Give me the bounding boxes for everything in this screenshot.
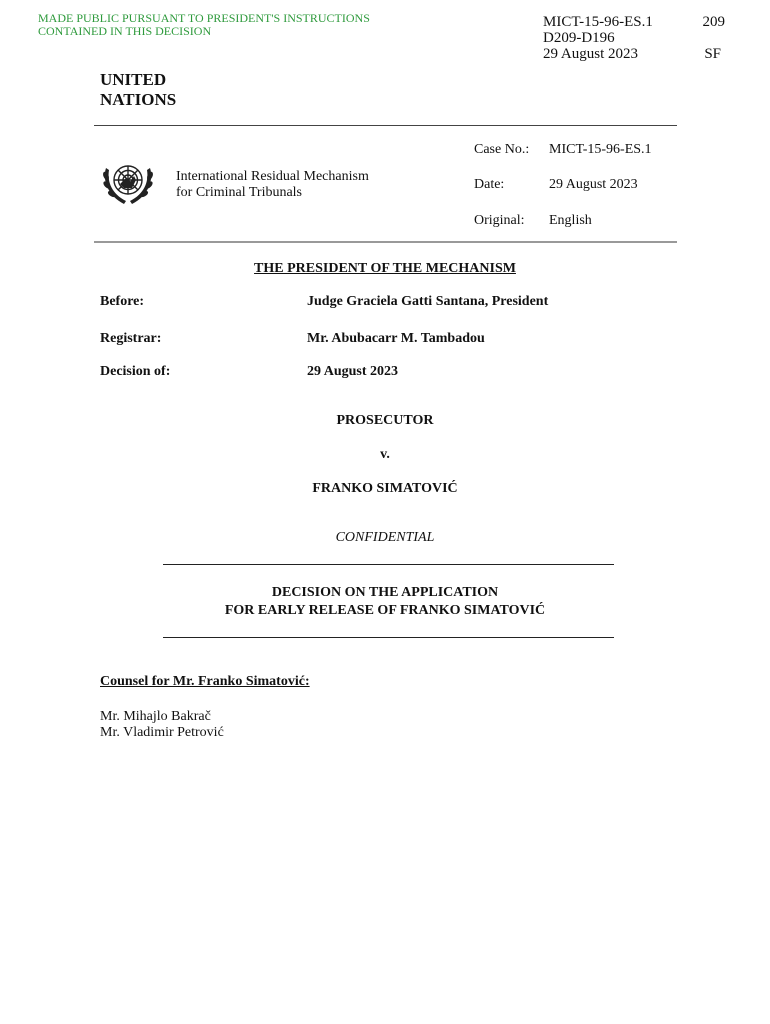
prosecutor-label: PROSECUTOR (336, 413, 434, 428)
header-page-range: D209-D196 (543, 30, 615, 46)
org-line-1: UNITED (100, 70, 167, 89)
stamp-line-1: MADE PUBLIC PURSUANT TO PRESIDENT'S INSTRUCTIONS (38, 11, 370, 25)
mechanism-line-2: for Criminal Tribunals (176, 185, 303, 200)
header-case-number: MICT-15-96-ES.1 (543, 14, 653, 30)
counsel-name: Mr. Mihajlo Bakrač (100, 709, 211, 724)
registrar-label: Registrar: (100, 331, 162, 346)
stamp-line-2: CONTAINED IN THIS DECISION (38, 24, 212, 38)
title-rule-bottom (163, 637, 614, 638)
header-rule-bottom (94, 241, 677, 243)
decision-date-label: Decision of: (100, 364, 171, 379)
date-label: Date: (474, 177, 505, 192)
decision-title-line-2: FOR EARLY RELEASE OF FRANKO SIMATOVIĆ (224, 603, 546, 618)
org-name (100, 70, 176, 110)
public-release-stamp (38, 12, 370, 38)
counsel-heading: Counsel for Mr. Franko Simatović: (100, 674, 310, 689)
classification-label: CONFIDENTIAL (335, 530, 435, 545)
accused-name: FRANKO SIMATOVIĆ (312, 481, 458, 496)
registrar-value: Mr. Abubacarr M. Tambadou (307, 331, 485, 346)
before-label: Before: (100, 294, 145, 309)
decision-title (0, 584, 770, 620)
header-reference (543, 14, 653, 62)
before-value: Judge Graciela Gatti Santana, President (307, 294, 549, 309)
counsel-list (100, 709, 224, 741)
case-number-label: Case No.: (474, 142, 530, 157)
header-date: 29 August 2023 (543, 46, 639, 62)
sf-mark: SF (704, 46, 721, 62)
header-rule-top (94, 125, 677, 126)
date-value: 29 August 2023 (549, 177, 638, 192)
mechanism-line-1: International Residual Mechanism (176, 169, 369, 184)
chamber-heading: THE PRESIDENT OF THE MECHANISM (254, 261, 516, 276)
mechanism-name (176, 169, 369, 201)
versus-label: v. (380, 447, 390, 462)
title-rule-top (163, 564, 614, 565)
original-value: English (549, 213, 592, 228)
page-number: 209 (702, 14, 725, 30)
decision-date-value: 29 August 2023 (307, 364, 399, 379)
un-emblem-icon (100, 158, 156, 210)
counsel-name: Mr. Vladimir Petrović (100, 725, 224, 740)
decision-title-line-1: DECISION ON THE APPLICATION (271, 585, 499, 600)
org-line-2: NATIONS (100, 90, 177, 109)
original-label: Original: (474, 213, 525, 228)
case-number-value: MICT-15-96-ES.1 (549, 142, 652, 157)
